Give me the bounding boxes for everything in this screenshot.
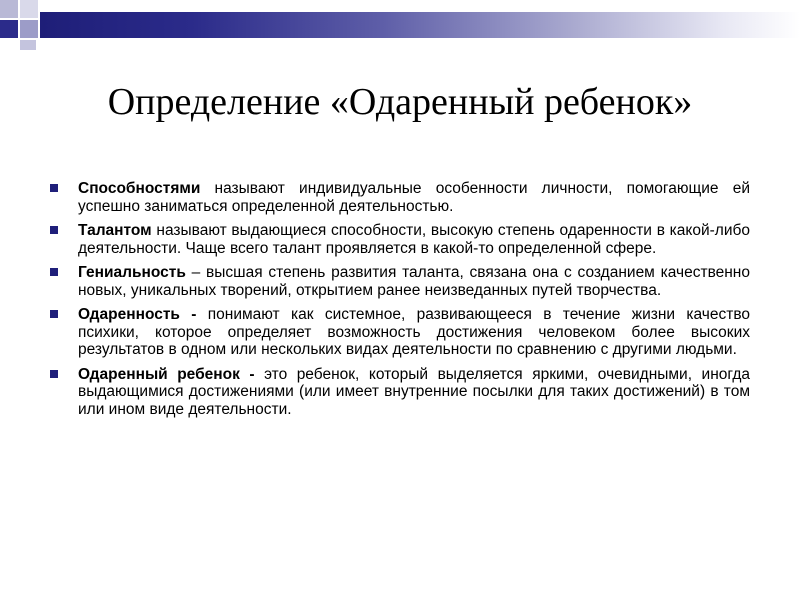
decor-square [0, 0, 18, 18]
square-bullet-icon [50, 184, 58, 192]
item-term: Одаренность - [78, 306, 197, 323]
decor-square [0, 20, 18, 38]
item-text: называют выдающиеся способности, высокую степень одаренности в какой-либо деятельности. Чаще всего талант проявляется в какой-то определенной сфере. [78, 222, 750, 257]
item-term: Талантом [78, 222, 152, 239]
decor-square [20, 0, 38, 18]
list-item [50, 306, 750, 359]
item-text: это ребенок, который выделяется яркими, очевидными, иногда выдающимися достижениями (или имеет внутренние посылки для таких достижений) в том или ином виде деятельности. [78, 365, 750, 418]
square-bullet-icon [50, 268, 58, 276]
item-term: Способностями [78, 180, 201, 197]
definition-list [50, 180, 750, 425]
item-text: называют индивидуальные особенности личности, помогающие ей успешно заниматься определенной деятельностью. [78, 180, 750, 215]
square-bullet-icon [50, 370, 58, 378]
list-item [50, 264, 750, 299]
item-term: Одаренный ребенок - [78, 365, 255, 383]
square-bullet-icon [50, 310, 58, 318]
item-term: Гениальность [78, 264, 186, 281]
header-gradient-band [40, 12, 800, 38]
header-decoration [0, 0, 800, 44]
decor-square [20, 40, 36, 50]
slide-title: Определение «Одаренный ребенок» [107, 81, 693, 123]
list-item [50, 222, 750, 257]
item-text: понимают как системное, развивающееся в течение жизни качество психики, которое определяет возможность достижения человеком более высоких результатов в одном или нескольких видах деятельности по сравнению с другими людьми. [78, 306, 750, 358]
list-item [50, 180, 750, 215]
square-bullet-icon [50, 226, 58, 234]
list-item [50, 366, 750, 419]
item-text: – высшая степень развития таланта, связана она с созданием качественно новых, уникальных творений, открытием ранее неизведанных путей творчества. [78, 264, 750, 299]
decor-square [20, 20, 38, 38]
